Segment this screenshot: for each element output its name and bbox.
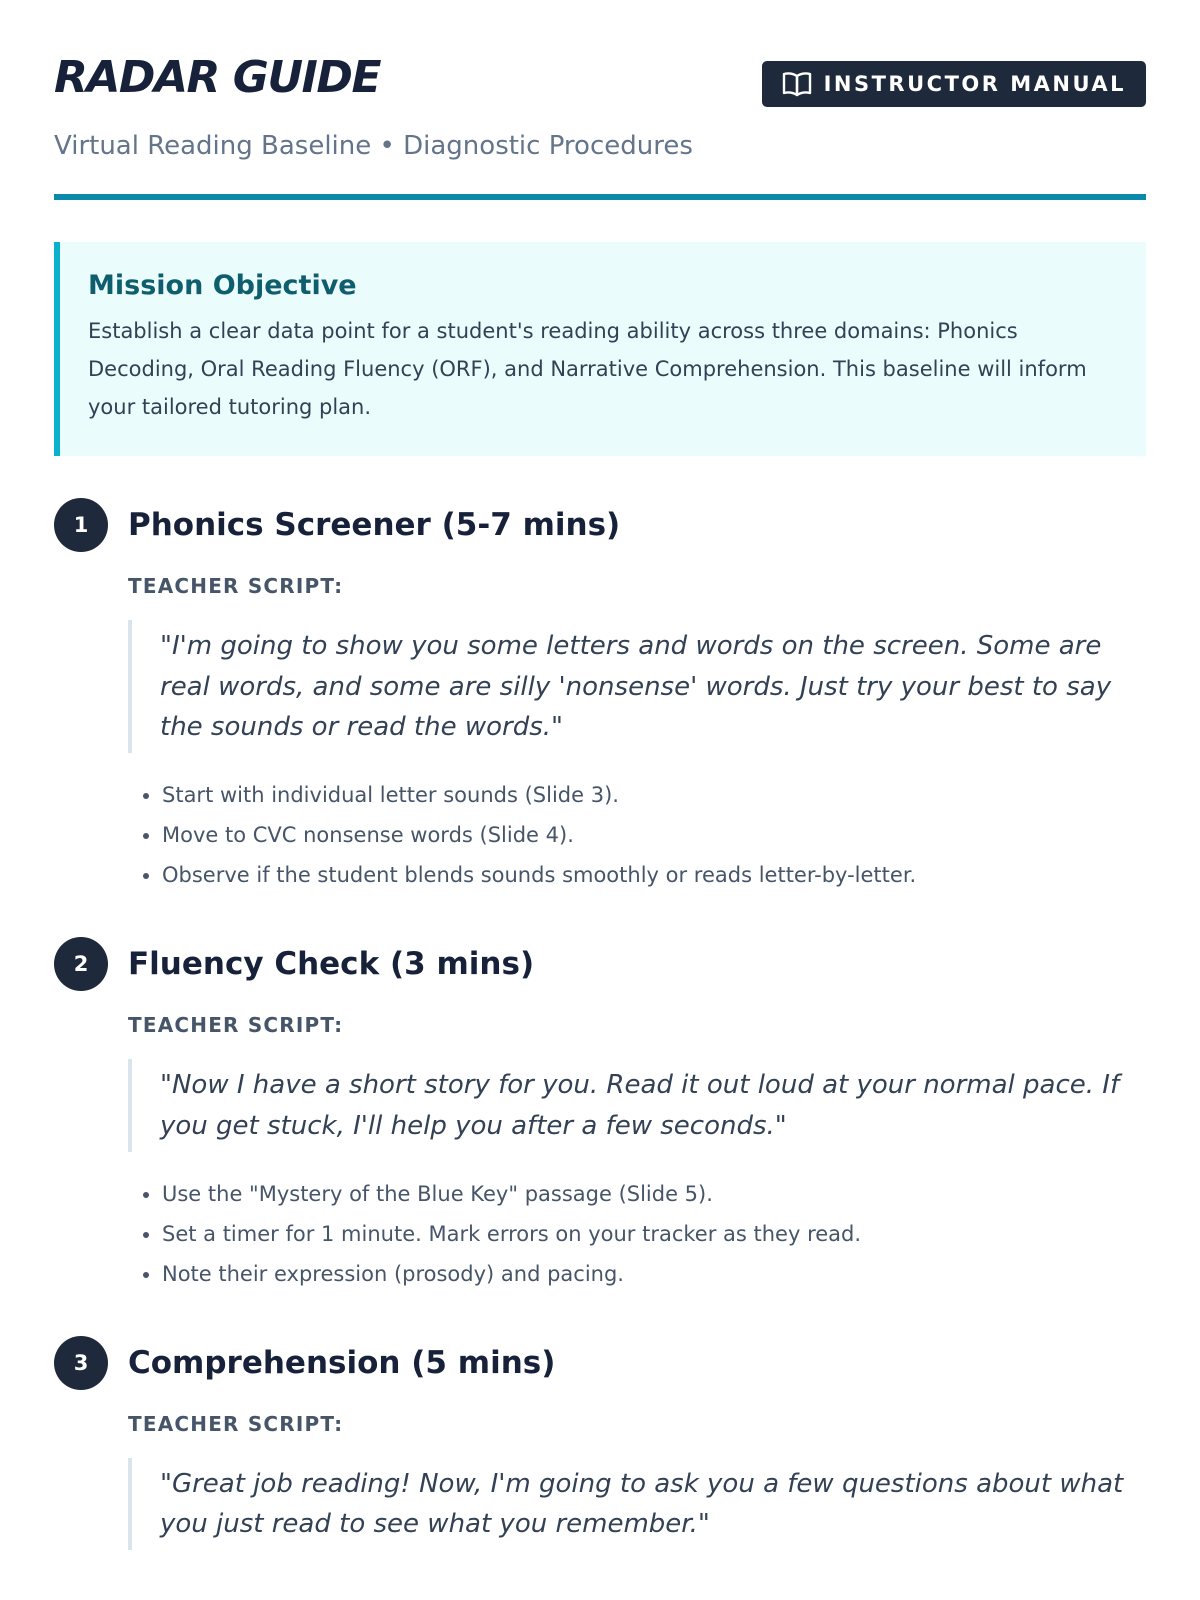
mission-title: Mission Objective xyxy=(88,270,357,301)
section-body xyxy=(54,1412,1146,1551)
instruction-list xyxy=(128,1174,1146,1294)
list-item: • Use the "Mystery of the Blue Key" passage (Slide 5). xyxy=(162,1174,1146,1214)
section-heading xyxy=(54,937,1146,991)
page-subtitle: Virtual Reading Baseline • Diagnostic Procedures xyxy=(54,131,693,161)
list-item: • Move to CVC nonsense words (Slide 4). xyxy=(162,815,1146,855)
teacher-script-quote: "Great job reading! Now, I'm going to ask you a few questions about what you just read to see what you remember." xyxy=(128,1458,1146,1551)
step-number-badge: 1 xyxy=(54,498,108,552)
section-title: Comprehension (5 mins) xyxy=(128,1344,556,1381)
mission-body: Establish a clear data point for a student's reading ability across three domains: Phonics Decoding, Oral Reading Fluency (ORF), and Narrative Comprehension. This baseline will inform your tailored tutoring plan. xyxy=(88,319,1087,419)
section-fluency-check xyxy=(54,937,1146,1294)
step-number-badge: 3 xyxy=(54,1336,108,1390)
instructor-manual-label: INSTRUCTOR MANUAL xyxy=(823,72,1126,96)
section-title: Phonics Screener (5-7 mins) xyxy=(128,507,621,544)
list-item: • Note their expression (prosody) and pacing. xyxy=(162,1254,1146,1294)
section-title: Fluency Check (3 mins) xyxy=(128,946,535,983)
brand-title: RADAR GUIDE xyxy=(54,52,381,103)
teacher-script-quote: "I'm going to show you some letters and words on the screen. Some are real words, and some are silly 'nonsense' words. Just try your best to say the sounds or read the words." xyxy=(128,620,1146,753)
teacher-script-label: TEACHER SCRIPT: xyxy=(128,1013,344,1038)
list-item: • Observe if the student blends sounds smoothly or reads letter-by-letter. xyxy=(162,855,1146,895)
section-heading xyxy=(54,1336,1146,1390)
section-body xyxy=(54,574,1146,895)
list-item: • Start with individual letter sounds (Slide 3). xyxy=(162,775,1146,815)
mission-objective-callout xyxy=(54,242,1146,456)
header-divider xyxy=(54,194,1146,200)
teacher-script-label: TEACHER SCRIPT: xyxy=(128,1411,344,1436)
section-comprehension xyxy=(54,1336,1146,1551)
teacher-script-label: TEACHER SCRIPT: xyxy=(128,574,344,599)
instruction-list xyxy=(128,775,1146,895)
step-number-badge: 2 xyxy=(54,937,108,991)
section-body xyxy=(54,1013,1146,1294)
list-item: • Set a timer for 1 minute. Mark errors on your tracker as they read. xyxy=(162,1214,1146,1254)
teacher-script-quote: "Now I have a short story for you. Read it out loud at your normal pace. If you get stuck, I'll help you after a few seconds." xyxy=(128,1059,1146,1152)
instructor-manual-button[interactable] xyxy=(762,61,1146,107)
header xyxy=(54,0,1146,200)
book-icon xyxy=(782,71,812,97)
section-phonics-screener xyxy=(54,498,1146,895)
section-heading xyxy=(54,498,1146,552)
